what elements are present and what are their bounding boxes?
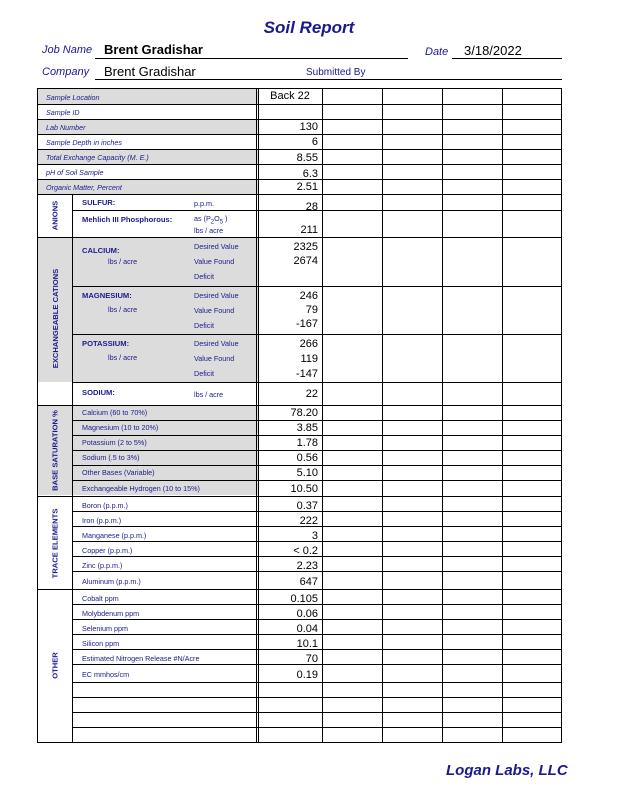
- report-title: Soil Report: [263, 18, 355, 37]
- trace-element-row-value: 222: [299, 515, 318, 527]
- trace-element-row-label: Zinc (p.p.m.): [82, 561, 123, 570]
- other-row-label: Cobalt ppm: [82, 594, 119, 603]
- sample-depth-value: 6: [311, 136, 318, 148]
- magnesium-unit: lbs / acre: [108, 305, 138, 314]
- phosphorus-unit2: lbs / acre: [194, 226, 224, 235]
- magnesium-label: MAGNESIUM:: [82, 291, 132, 300]
- other-row-label: Molybdenum ppm: [82, 609, 140, 618]
- date-underline: [452, 58, 562, 59]
- base-saturation-row-value: 10.50: [290, 483, 318, 495]
- other-row-value: 70: [305, 653, 318, 665]
- om-label: Organic Matter, Percent: [46, 183, 122, 192]
- base-saturation-row-value: 5.10: [296, 467, 318, 479]
- job-name-label: Job Name: [42, 44, 93, 56]
- magnesium-found-value: 79: [305, 304, 318, 316]
- submitted-by-label: Submitted By: [306, 67, 366, 78]
- potassium-desired-label: Desired Value: [194, 339, 239, 348]
- company-underline: [95, 79, 562, 80]
- other-row-value: 0.04: [296, 623, 318, 635]
- company-value: Brent Gradishar: [104, 64, 196, 79]
- sodium-value: 22: [305, 388, 318, 400]
- lab-number-value: 130: [299, 121, 318, 133]
- trace-element-row-value: 0.37: [296, 500, 318, 512]
- lab-number-label: Lab Number: [46, 123, 86, 132]
- magnesium-found-label: Value Found: [194, 306, 235, 315]
- date-label: Date: [425, 46, 449, 58]
- sulfur-unit: p.p.m.: [194, 199, 214, 208]
- tec-value: 8.55: [296, 152, 318, 164]
- sample-location-label: Sample Location: [46, 93, 100, 102]
- magnesium-deficit-value: -167: [295, 318, 318, 330]
- base-saturation-row-label: Calcium (60 to 70%): [82, 408, 148, 417]
- potassium-found-value: 119: [300, 353, 318, 365]
- sulfur-label: SULFUR:: [82, 198, 116, 207]
- phosphorus-value: 211: [300, 224, 318, 236]
- footer-company: Logan Labs, LLC: [446, 762, 568, 779]
- calcium-found-label: Value Found: [194, 257, 235, 266]
- magnesium-desired-label: Desired Value: [194, 291, 239, 300]
- ph-label: pH of Soil Sample: [46, 168, 104, 177]
- potassium-found-label: Value Found: [194, 354, 235, 363]
- trace-element-row-label: Aluminum (p.p.m.): [82, 577, 141, 586]
- phosphorus-label: Mehlich III Phosphorous:: [82, 215, 173, 224]
- base-saturation-row-label: Sodium (.5 to 3%): [82, 453, 140, 462]
- base-saturation-row-label: Potassium (2 to 5%): [82, 438, 147, 447]
- trace-element-row-value: 3: [311, 530, 318, 542]
- trace-element-row-label: Boron (p.p.m.): [82, 501, 128, 510]
- trace-element-row-value: 647: [299, 576, 318, 588]
- date-value: 3/18/2022: [464, 43, 522, 58]
- potassium-desired-value: 266: [299, 338, 318, 350]
- magnesium-desired-value: 246: [299, 290, 318, 302]
- other-row-label: Selenium ppm: [82, 624, 128, 633]
- base-saturation-row-label: Magnesium (10 to 20%): [82, 423, 159, 432]
- trace-element-row-value: 2.23: [296, 560, 318, 572]
- om-value: 2.51: [296, 181, 318, 193]
- other-row-label: EC mmhos/cm: [82, 670, 130, 679]
- trace-element-row-value: < 0.2: [293, 545, 318, 557]
- base-saturation-row-label: Exchangeable Hydrogen (10 to 15%): [82, 484, 200, 493]
- anions-section-label: ANIONS: [50, 200, 60, 231]
- other-row-label: Estimated Nitrogen Release #N/Acre: [82, 654, 200, 663]
- base-saturation-row-value: 78.20: [290, 407, 318, 419]
- potassium-deficit-value: -147: [295, 368, 318, 380]
- trace-section-label: TRACE ELEMENTS: [50, 508, 60, 579]
- calcium-deficit-label: Deficit: [194, 272, 214, 281]
- other-row-value: 0.105: [290, 593, 318, 605]
- sodium-label: SODIUM:: [82, 388, 115, 397]
- sample-location-value: Back 22: [270, 90, 310, 102]
- other-row-value: 10.1: [296, 638, 318, 650]
- phosphorus-unit: as ($P_2O_5$ ): [194, 214, 228, 226]
- company-label: Company: [42, 66, 90, 78]
- base-saturation-row-value: 0.56: [296, 452, 318, 464]
- other-section-label: OTHER: [50, 652, 60, 679]
- base-saturation-row-value: 3.85: [296, 422, 318, 434]
- tec-label: Total Exchange Capacity (M. E.): [46, 153, 149, 162]
- cations-section-label: EXCHANGEABLE CATIONS: [51, 268, 60, 369]
- base-saturation-section-label: BASE SATURATION %: [50, 410, 60, 491]
- trace-element-row-label: Iron (p.p.m.): [82, 516, 122, 525]
- other-row-value: 0.19: [296, 669, 318, 681]
- calcium-unit: lbs / acre: [108, 257, 138, 266]
- ph-value: 6.3: [302, 168, 318, 180]
- trace-element-row-label: Manganese (p.p.m.): [82, 531, 147, 540]
- potassium-deficit-label: Deficit: [194, 369, 214, 378]
- calcium-found-value: 2674: [293, 255, 318, 267]
- calcium-desired-label: Desired Value: [194, 242, 239, 251]
- job-name-underline: [95, 58, 408, 59]
- potassium-unit: lbs / acre: [108, 353, 138, 362]
- sample-id-label: Sample ID: [46, 108, 80, 117]
- base-saturation-row-value: 1.78: [296, 437, 318, 449]
- potassium-label: POTASSIUM:: [82, 339, 130, 348]
- calcium-label: CALCIUM:: [82, 246, 120, 255]
- magnesium-deficit-label: Deficit: [194, 321, 214, 330]
- trace-element-row-label: Copper (p.p.m.): [82, 546, 133, 555]
- sodium-unit: lbs / acre: [194, 390, 224, 399]
- soil-report-table: [37, 88, 562, 743]
- other-row-label: Silicon ppm: [82, 639, 120, 648]
- calcium-desired-value: 2325: [293, 241, 318, 253]
- sample-depth-label: Sample Depth in inches: [46, 138, 122, 147]
- sulfur-value: 28: [305, 201, 318, 213]
- base-saturation-row-label: Other Bases (Variable): [82, 468, 155, 477]
- job-name-value: Brent Gradishar: [104, 42, 203, 57]
- other-row-value: 0.06: [296, 608, 318, 620]
